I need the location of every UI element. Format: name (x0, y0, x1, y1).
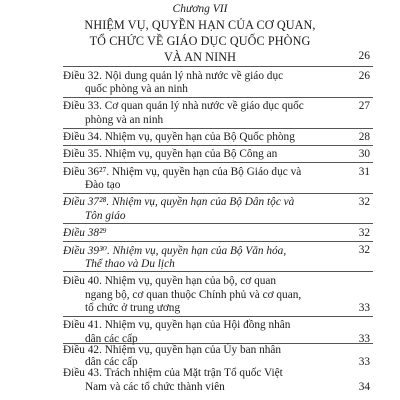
entry-divider (63, 223, 373, 224)
entry-text-line: Điều 41. Nhiệm vụ, quyền hạn của Hội đồng nhân (63, 319, 291, 332)
entry-text-line: dân các cấp (85, 332, 138, 345)
entry-text-line: Điều 40. Nhiệm vụ, quyền hạn của bộ, cơ quan (63, 275, 277, 288)
entry-divider (63, 241, 373, 242)
entry-text-line: Điều 37²⁸. Nhiệm vụ, quyền hạn của Bộ Dân tộc và (63, 196, 295, 209)
entry-page-number: 26 (358, 69, 370, 82)
entry-text-line: Tôn giáo (85, 209, 126, 222)
entry-text-line: tổ chức ở trung ương (85, 302, 181, 315)
entry-text-line: Điều 42. Nhiệm vụ, quyền hạn của Ủy ban nhân (63, 343, 282, 356)
entry-text-line: ngang bộ, cơ quan thuộc Chính phủ và cơ quan, (85, 288, 302, 301)
entry-page-number: 28 (358, 131, 370, 144)
entry-page-number: 33 (358, 302, 370, 315)
entry-text-line: phòng và an ninh (85, 113, 164, 126)
entry-page-number: 27 (358, 100, 370, 113)
entry-divider (63, 271, 373, 272)
entry-divider (63, 145, 373, 146)
entry-divider (63, 97, 373, 98)
entry-text-line: Điều 39³⁰. Nhiệm vụ, quyền hạn của Bộ Văn hóa, (63, 245, 287, 258)
entry-text-line: Điều 36²⁷. Nhiệm vụ, quyền hạn của Bộ Giáo dục và (63, 165, 302, 178)
entry-page-number: 33 (358, 355, 370, 368)
chapter-title-line: TỔ CHỨC VỀ GIÁO DỤC QUỐC PHÒNG (89, 34, 311, 48)
chapter-title-line: NHIỆM VỤ, QUYỀN HẠN CỦA CƠ QUAN, (84, 18, 316, 32)
entry-page-number: 34 (358, 380, 370, 393)
entry-divider (63, 162, 373, 163)
entry-text-line: Điều 38²⁹ (63, 227, 107, 240)
entry-text-line: Điều 34. Nhiệm vụ, quyền hạn của Bộ Quốc phòng (63, 131, 295, 144)
entry-page-number: 32 (358, 244, 370, 257)
entry-divider (63, 193, 373, 194)
entry-page-number: 30 (358, 148, 370, 161)
chapter-page-number: 26 (358, 50, 370, 62)
entry-divider (63, 316, 373, 317)
entry-text-line: Đào tạo (85, 179, 121, 192)
entry-text-line: dân các cấp (85, 355, 138, 368)
entry-page-number: 33 (358, 332, 370, 345)
entry-page-number: 31 (358, 165, 370, 178)
entry-text-line: Điều 43. Trách nhiệm của Mặt trận Tổ quốc Việt (63, 367, 283, 380)
entry-text-line: Nam và các tổ chức thành viên (85, 380, 225, 393)
entry-page-number: 32 (358, 227, 370, 240)
chapter-label: Chương VII (172, 3, 228, 15)
entry-text-line: Điều 35. Nhiệm vụ, quyền hạn của Bộ Công an (63, 148, 278, 161)
entry-divider (63, 66, 373, 67)
entry-page-number: 32 (358, 196, 370, 209)
chapter-title-line: VÀ AN NINH (163, 50, 237, 64)
entry-divider (63, 128, 373, 129)
entry-text-line: Thể thao và Du lịch (85, 257, 175, 270)
entry-text-line: quốc phòng và an ninh (85, 83, 188, 96)
entry-text-line: Điều 32. Nội dung quản lý nhà nước về giáo dục (63, 69, 284, 82)
entry-text-line: Điều 33. Cơ quan quản lý nhà nước về giáo dục quốc (63, 100, 304, 113)
